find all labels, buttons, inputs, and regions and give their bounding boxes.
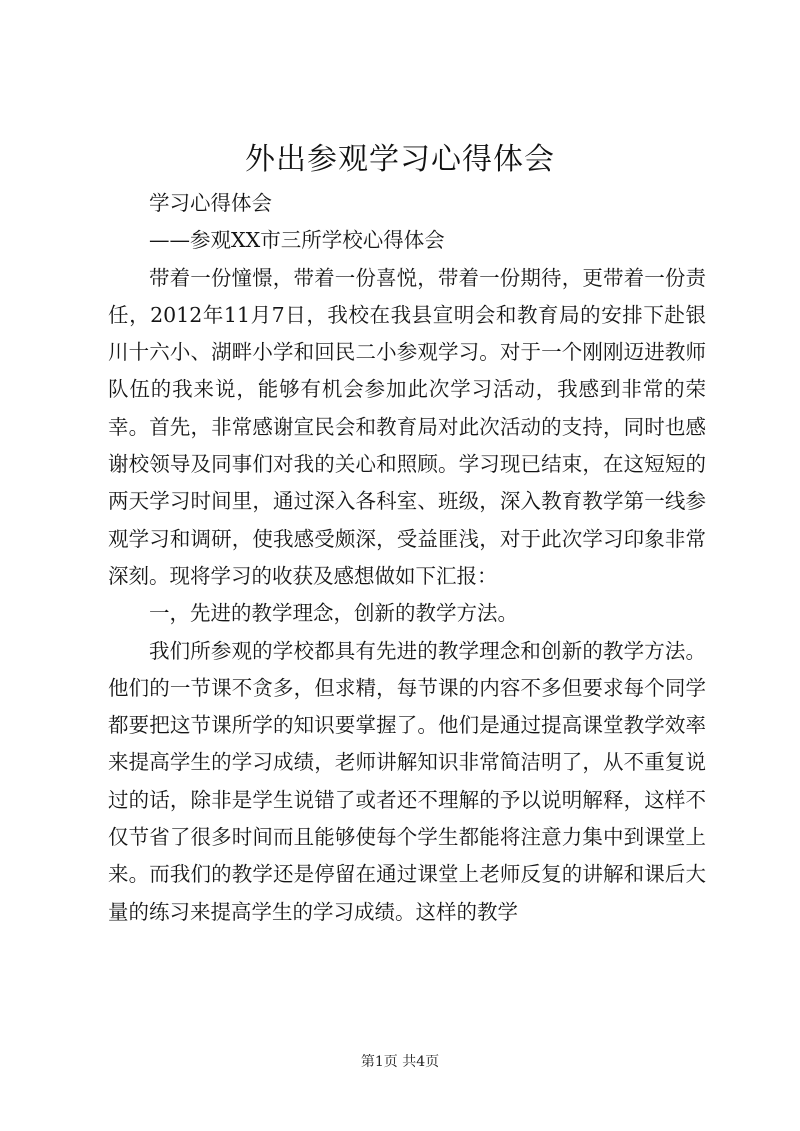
subtitle-paragraph: 学习心得体会 xyxy=(149,191,272,215)
section-heading: 一，先进的教学理念，创新的教学方法。 xyxy=(149,601,518,626)
document-title: 外出参观学习心得体会 xyxy=(245,142,555,177)
body-paragraph: 我们所参观的学校都具有先进的教学理念和创新的教学方法。他们的一节课不贪多，但求精，每节课的内容不多但要求每个同学都要把这节课所学的知识要掌握了。他们是通过提高课堂教学效率来提高学生的学习成绩，老师讲解知识非常简洁明了，从不重复说过的话，除非是学生说错了或者还不理解的予以说明解释，这样不仅节省了很多时间而且能够使每个学生都能将注意力集中到课堂上来。而我们的教学还是停留在通过课堂上老师反复的讲解和课后大量的练习来提高学生的学习成绩。这样的教学 xyxy=(108,638,706,924)
page-footer: 第1页 共4页 xyxy=(360,1054,440,1070)
subheading-paragraph: ——参观XX市三所学校心得体会 xyxy=(149,228,445,253)
body-paragraph: 带着一份憧憬，带着一份喜悦，带着一份期待，更带着一份责任，2012年11月7日，我校在我县宣明会和教育局的安排下赴银川十六小、湖畔小学和回民二小参观学习。对于一个刚刚迈进教师队伍的我来说，能够有机会参加此次学习活动，我感到非常的荣幸。首先，非常感谢宣民会和教育局对此次活动的支持，同时也感谢校领导及同事们对我的关心和照顾。学习现已结束，在这短短的两天学习时间里，通过深入各科室、班级，深入教育教学第一线参观学习和调研，使我感受颇深，受益匪浅，对于此次学习印象非常深刻。现将学习的收获及感想做如下汇报： xyxy=(108,265,706,588)
document-body xyxy=(108,185,706,931)
